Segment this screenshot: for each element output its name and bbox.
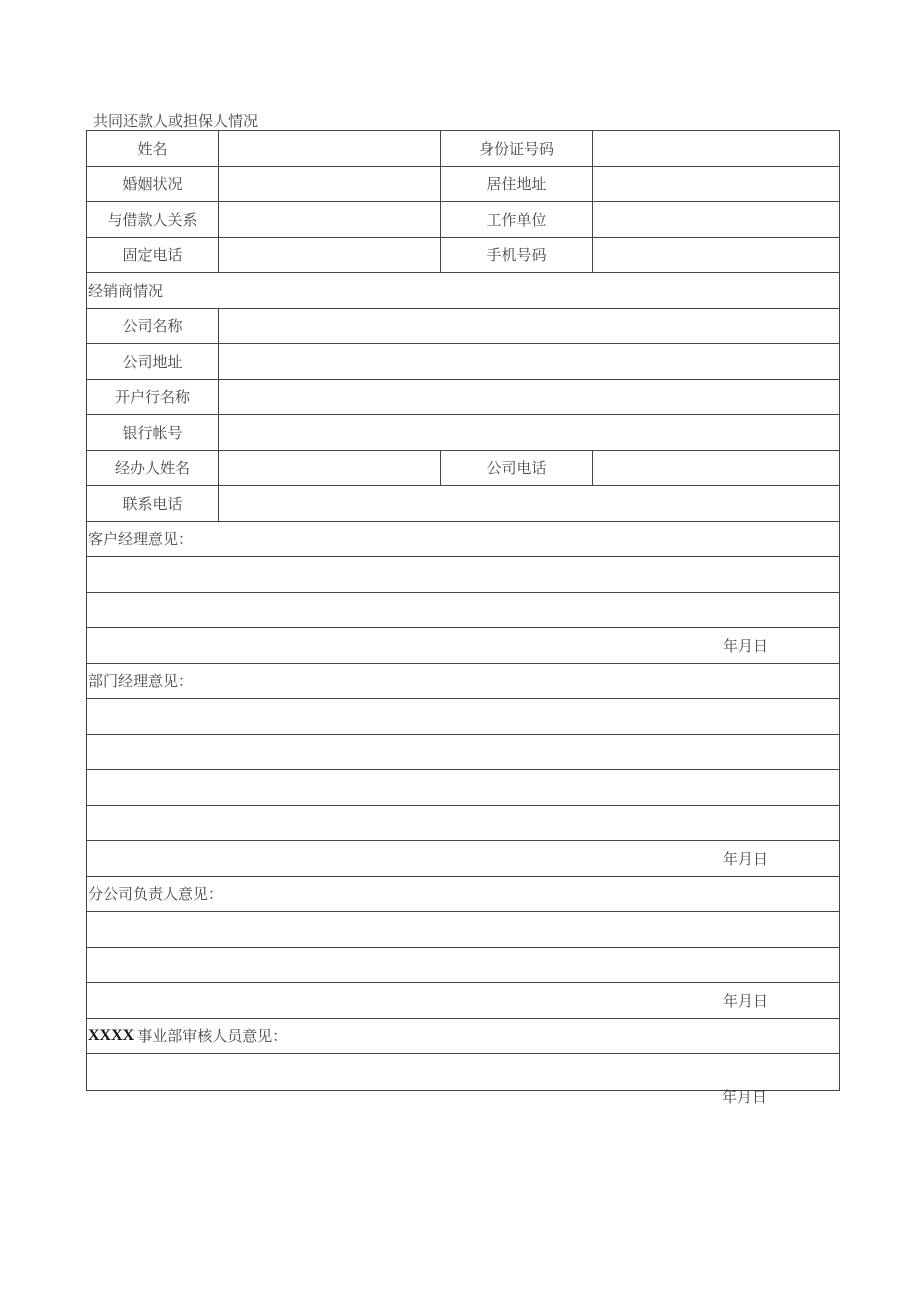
form-row: [87, 309, 839, 345]
company-phone-label: 公司电话: [441, 451, 593, 486]
name-field[interactable]: [219, 131, 441, 166]
section-header-row: [87, 522, 839, 558]
contact-phone-label: 联系电话: [87, 486, 219, 521]
account-manager-opinion-line[interactable]: [87, 557, 839, 593]
dept-manager-opinion-line[interactable]: [87, 735, 839, 771]
relation-label: 与借款人关系: [87, 202, 219, 237]
dept-review-label-text: 事业部审核人员意见：: [137, 1027, 288, 1046]
form-row: [87, 344, 839, 380]
dept-review-opinion-line[interactable]: [87, 1054, 839, 1090]
dealer-section-label: 经销商情况: [88, 281, 164, 300]
id-number-label: 身份证号码: [441, 131, 593, 166]
section-header-row: [87, 664, 839, 700]
date-row: [87, 841, 839, 877]
branch-head-opinion-line[interactable]: [87, 948, 839, 984]
bank-account-field[interactable]: [219, 415, 839, 450]
account-manager-date-label: 年月日: [723, 636, 769, 655]
dept-manager-opinion-line[interactable]: [87, 699, 839, 735]
landline-field[interactable]: [219, 238, 441, 273]
dept-manager-date-label: 年月日: [723, 849, 769, 868]
bank-name-field[interactable]: [219, 380, 839, 415]
form-row: [87, 131, 839, 167]
handler-name-label: 经办人姓名: [87, 451, 219, 486]
form-row: [87, 202, 839, 238]
contact-phone-field[interactable]: [219, 486, 839, 521]
residence-address-label: 居住地址: [441, 167, 593, 202]
form-row: [87, 415, 839, 451]
application-form-table: [86, 130, 840, 1091]
section-header-row: [87, 273, 839, 309]
dept-review-date-label: 年月日: [722, 1088, 768, 1106]
handler-name-field[interactable]: [219, 451, 441, 486]
employer-label: 工作单位: [441, 202, 593, 237]
date-row: [87, 983, 839, 1019]
relation-field[interactable]: [219, 202, 441, 237]
marital-status-field[interactable]: [219, 167, 441, 202]
form-row: [87, 451, 839, 487]
marital-status-label: 婚姻状况: [87, 167, 219, 202]
company-phone-field[interactable]: [593, 451, 839, 486]
company-address-label: 公司地址: [87, 344, 219, 379]
branch-head-opinion-label: 分公司负责人意见：: [88, 885, 224, 904]
section-header-row: [87, 1019, 839, 1055]
bank-account-label: 银行帐号: [87, 415, 219, 450]
employer-field[interactable]: [593, 202, 839, 237]
form-row: [87, 380, 839, 416]
form-row: [87, 167, 839, 203]
section-header-row: [87, 877, 839, 913]
dept-manager-opinion-line[interactable]: [87, 806, 839, 842]
company-name-label: 公司名称: [87, 309, 219, 344]
mobile-field[interactable]: [593, 238, 839, 273]
account-manager-opinion-line[interactable]: [87, 593, 839, 629]
company-name-field[interactable]: [219, 309, 839, 344]
date-row: [87, 628, 839, 664]
mobile-label: 手机号码: [441, 238, 593, 273]
dept-manager-opinion-line[interactable]: [87, 770, 839, 806]
account-manager-opinion-label: 客户经理意见：: [88, 530, 194, 549]
bank-name-label: 开户行名称: [87, 380, 219, 415]
residence-address-field[interactable]: [593, 167, 839, 202]
form-row: [87, 238, 839, 274]
dept-review-opinion-label: [88, 1019, 287, 1054]
name-label: 姓名: [87, 131, 219, 166]
id-number-field[interactable]: [593, 131, 839, 166]
branch-head-opinion-line[interactable]: [87, 912, 839, 948]
form-title: 共同还款人或担保人情况: [93, 112, 259, 130]
branch-head-date-label: 年月日: [723, 991, 769, 1010]
company-address-field[interactable]: [219, 344, 839, 379]
dept-manager-opinion-label: 部门经理意见：: [88, 672, 194, 691]
landline-label: 固定电话: [87, 238, 219, 273]
dept-review-prefix: XXXX: [88, 1026, 135, 1044]
form-row: [87, 486, 839, 522]
